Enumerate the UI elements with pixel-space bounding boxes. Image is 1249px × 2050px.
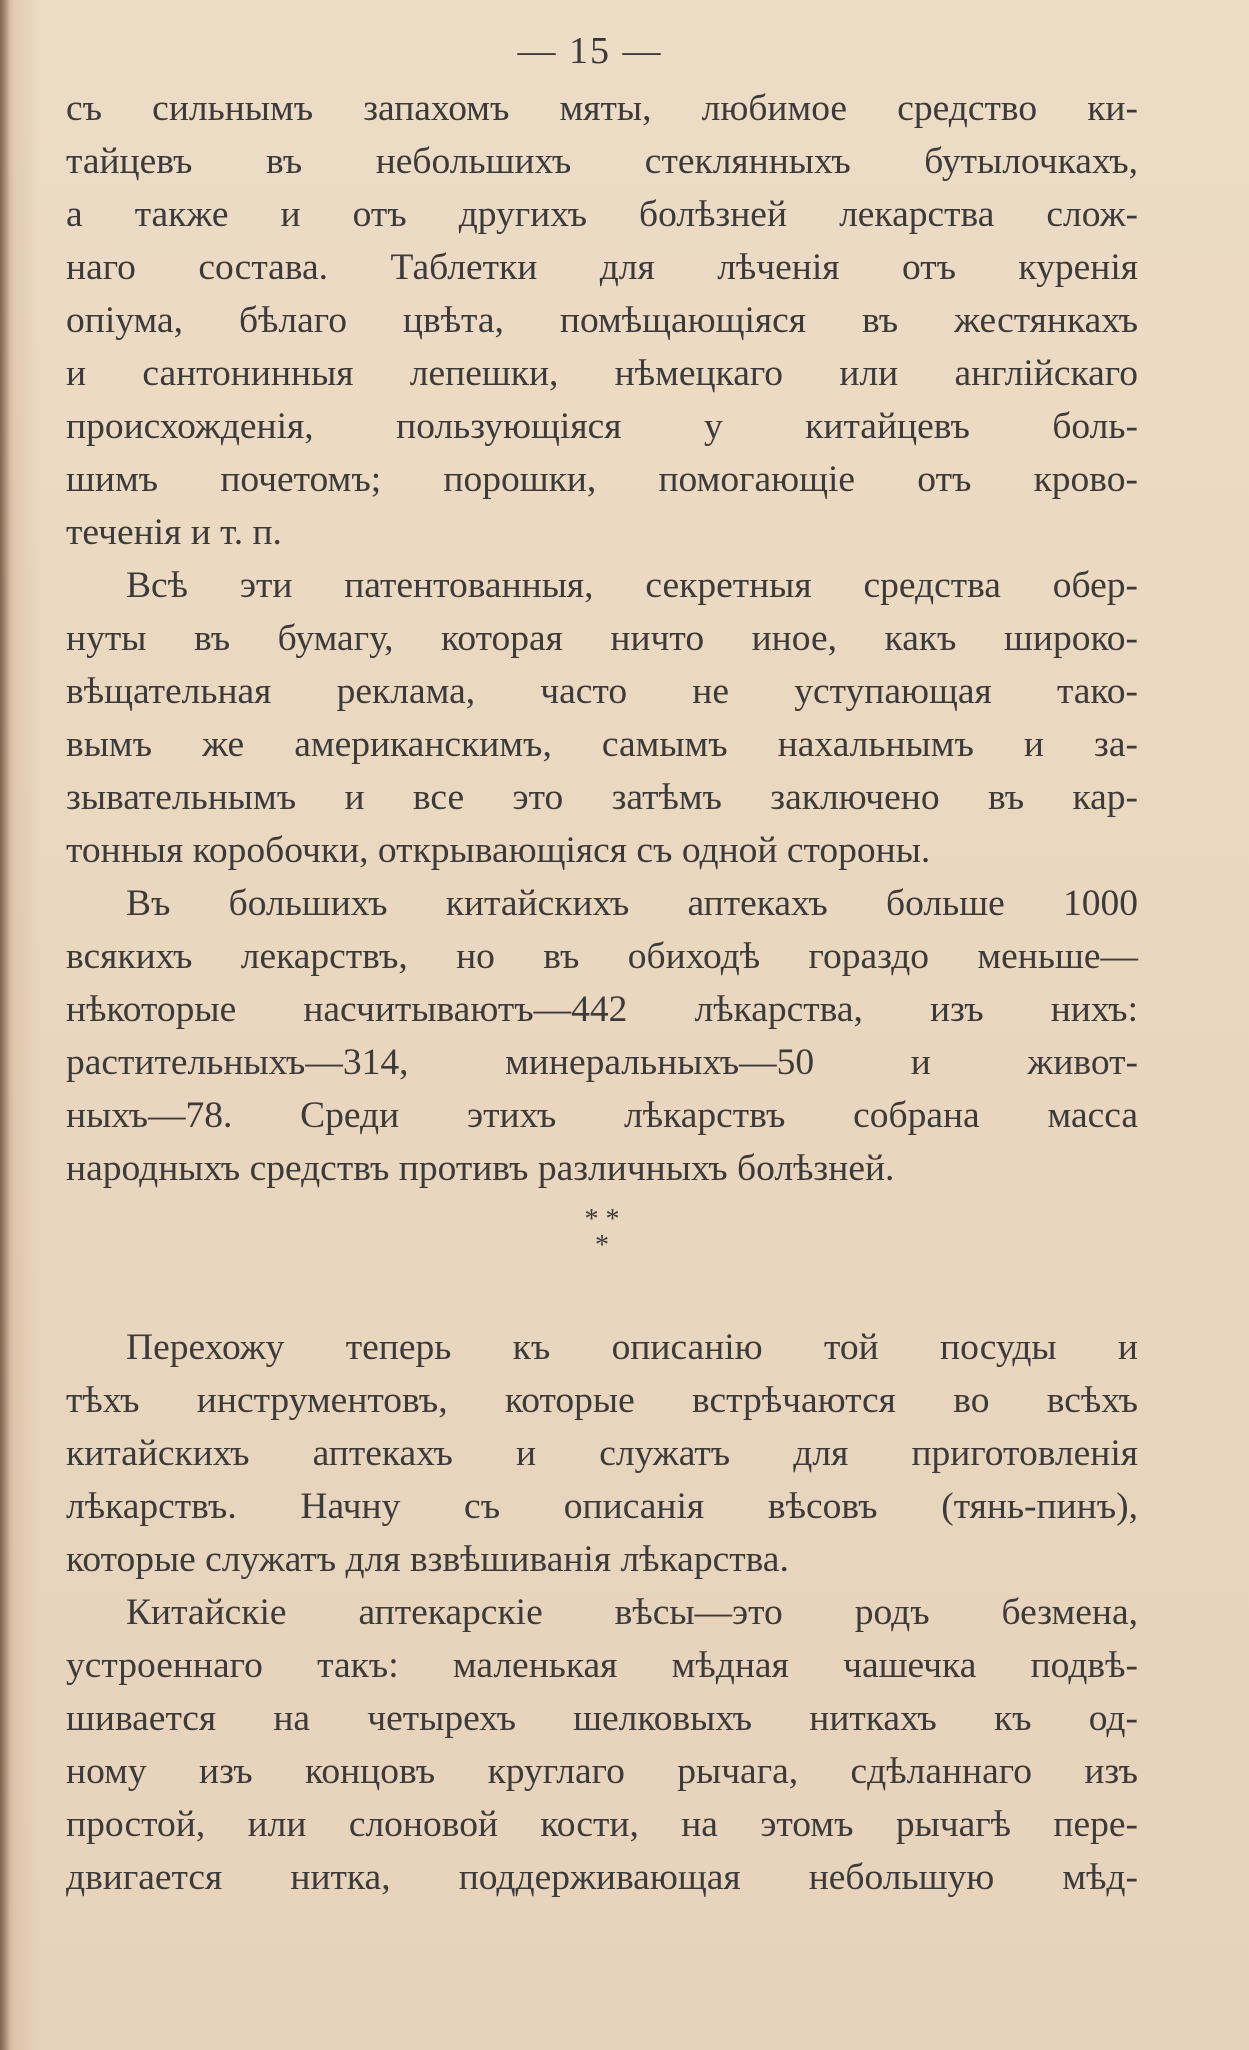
text-line: Перехожу теперь къ описанію той посуды и bbox=[126, 1327, 1138, 1368]
text-line: Всѣ эти патентованныя, секретныя средства обер- bbox=[126, 565, 1138, 606]
text-line: всякихъ лекарствъ, но въ обиходѣ гораздо меньше— bbox=[66, 936, 1138, 977]
text-line: шивается на четырехъ шелковыхъ ниткахъ къ од- bbox=[66, 1698, 1138, 1739]
page-spine-shadow bbox=[0, 0, 10, 2050]
text-line: наго состава. Таблетки для лѣченія отъ куренія bbox=[66, 247, 1138, 288]
text-line: шимъ почетомъ; порошки, помогающіе отъ крово- bbox=[66, 459, 1138, 500]
text-line: лѣкарствъ. Начну съ описанія вѣсовъ (тянь-пинъ), bbox=[66, 1486, 1138, 1527]
text-line: а также и отъ другихъ болѣзней лекарства слож- bbox=[66, 194, 1138, 235]
text-line: нуты въ бумагу, которая ничто иное, какъ широко- bbox=[66, 618, 1138, 659]
paragraph-scales-description bbox=[66, 1586, 1138, 1904]
text-line: съ сильнымъ запахомъ мяты, любимое средство ки- bbox=[66, 88, 1138, 129]
text-line: происхожденія, пользующіяся у китайцевъ боль- bbox=[66, 406, 1138, 447]
paragraph-instruments-intro bbox=[66, 1321, 1138, 1586]
text-line: китайскихъ аптекахъ и служатъ для приготовленія bbox=[66, 1433, 1138, 1474]
text-line: нѣкоторые насчитываютъ—442 лѣкарства, изъ нихъ: bbox=[66, 989, 1138, 1030]
text-line: растительныхъ—314, минеральныхъ—50 и живот- bbox=[66, 1042, 1138, 1083]
text-line: ному изъ концовъ круглаго рычага, сдѣланнаго изъ bbox=[66, 1751, 1138, 1792]
text-line: опіума, бѣлаго цвѣта, помѣщающіяся въ жестянкахъ bbox=[66, 300, 1138, 341]
text-line: тонныя коробочки, открывающіяся съ одной стороны. bbox=[66, 830, 931, 871]
paragraph-patent-remedies bbox=[66, 559, 1138, 877]
text-line: теченія и т. п. bbox=[66, 512, 282, 553]
book-page bbox=[66, 20, 1138, 1904]
text-line: простой, или слоновой кости, на этомъ рычагѣ пере- bbox=[66, 1804, 1138, 1845]
asterism-top: * * bbox=[584, 1204, 620, 1235]
text-line: Китайскіе аптекарскіе вѣсы—это родъ безмена, bbox=[126, 1592, 1138, 1633]
page-number: — 15 — bbox=[517, 30, 663, 72]
text-line: народныхъ средствъ противъ различныхъ болѣзней. bbox=[66, 1148, 895, 1189]
paragraph-continuation bbox=[66, 82, 1138, 559]
text-line: ныхъ—78. Среди этихъ лѣкарствъ собрана масса bbox=[66, 1095, 1138, 1136]
text-line: которые служатъ для взвѣшиванія лѣкарства. bbox=[66, 1539, 789, 1580]
text-line: тѣхъ инструментовъ, которые встрѣчаются во всѣхъ bbox=[66, 1380, 1138, 1421]
text-line: тайцевъ въ небольшихъ стеклянныхъ бутылочкахъ, bbox=[66, 141, 1138, 182]
text-line: вымъ же американскимъ, самымъ нахальнымъ и за- bbox=[66, 724, 1138, 765]
text-line: вѣщательная реклама, часто не уступающая тако- bbox=[66, 671, 1138, 712]
paragraph-medicine-counts bbox=[66, 877, 1138, 1195]
text-line: устроеннаго такъ: маленькая мѣдная чашечка подвѣ- bbox=[66, 1645, 1138, 1686]
text-line: двигается нитка, поддерживающая небольшую мѣд- bbox=[66, 1857, 1138, 1898]
text-line: Въ большихъ китайскихъ аптекахъ больше 1000 bbox=[126, 883, 1138, 924]
asterism-bottom: * bbox=[595, 1230, 609, 1261]
text-line: зывательнымъ и все это затѣмъ заключено въ кар- bbox=[66, 777, 1138, 818]
text-line: и сантонинныя лепешки, нѣмецкаго или англійскаго bbox=[66, 353, 1138, 394]
section-divider-asterism bbox=[66, 1195, 1138, 1321]
